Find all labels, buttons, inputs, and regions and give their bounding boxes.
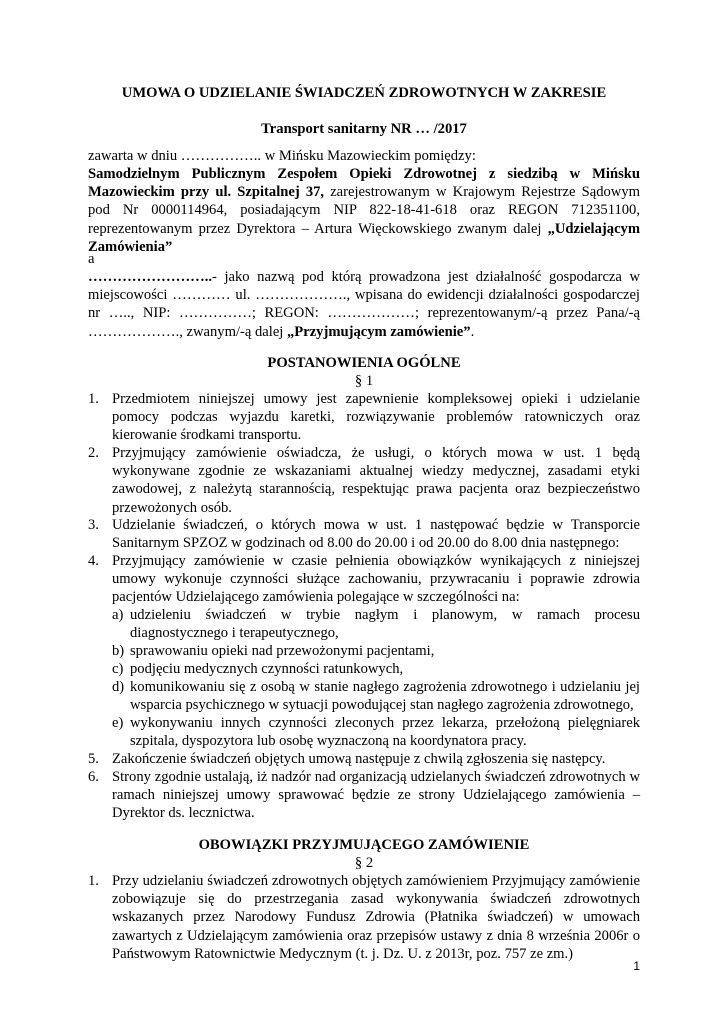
party-2-details: - jako nazwą pod którą prowadzona jest działalność gospodarcza w miejscowości ………… ul. ………………., wpisana do ewidencji działalności gospodarczej nr ….., NIP: ……………; REGON: ………………; reprezentowanym/-ą przez Pana/-ą ………………., zwanym/-ą dalej (88, 269, 640, 340)
section-1-heading: POSTANOWIENIA OGÓLNE (267, 355, 461, 371)
section-2-paragraph-sign: § 2 (354, 855, 374, 871)
sub-item-letter: e) (112, 715, 124, 731)
party-2-name: …………………….. (88, 269, 213, 285)
list-item-number: 3. (88, 517, 99, 533)
page-number: 1 (633, 959, 640, 973)
party-2-end: . (470, 323, 475, 340)
list-item-number: 6. (88, 769, 99, 785)
sub-item: komunikowaniu się z osobą w stanie nagłego zagrożenia zdrowotnego i udzielaniu jej wsparcia psychicznego w sytuacji powodującej stan nagłego zagrożenia zdrowotnego, (130, 679, 640, 714)
sub-item: udzieleniu świadczeń w trybie nagłym i planowym, w ramach procesu diagnostycznego i terapeutycznego, (130, 607, 640, 642)
list-item: Udzielanie świadczeń, o których mowa w ust. 1 następować będzie w Transporcie Sanitarnym SPZOZ w godzinach od 8.00 do 20.00 i od 20.00 do 8.00 dnia następnego: (112, 517, 640, 552)
sub-item: wykonywaniu innych czynności zleconych przez lekarza, przełożoną pielęgniarek szpitala, dyspozytora lub osobę wyznaczoną na koordynatora pracy. (130, 715, 640, 750)
list-item-number: 1. (88, 391, 99, 407)
section-2-heading: OBOWIĄZKI PRZYJMUJĄCEGO ZAMÓWIENIE (198, 837, 530, 853)
party-2-alias: „Przyjmującym zamówienie” (287, 323, 471, 340)
conjunction-a: a (88, 251, 95, 267)
party-2-paragraph (88, 268, 640, 341)
sub-item-letter: b) (112, 643, 125, 659)
sub-item: sprawowaniu opieki nad przewożonymi pacjentami, (130, 643, 435, 659)
section-1-paragraph-sign: § 1 (354, 373, 374, 389)
sub-item-letter: c) (112, 661, 124, 677)
list-item: Przyjmujący zamówienie w czasie pełnienia obowiązków wynikających z niniejszej umowy wykonuje czynności służące zachowaniu, przywracaniu i poprawie zdrowia pacjentów Udzielającego zamówienia polegające w szczególności na: (112, 553, 640, 606)
list-item-number: 1. (88, 873, 99, 889)
document-title: UMOWA O UDZIELANIE ŚWIADCZEŃ ZDROWOTNYCH W ZAKRESIE (121, 85, 607, 101)
list-item-number: 2. (88, 445, 99, 461)
list-item-number: 5. (88, 751, 99, 767)
concluded-line: zawarta w dniu …………….. w Mińsku Mazowieckim pomiędzy: (88, 148, 476, 164)
sub-item-letter: a) (112, 607, 124, 623)
sub-item-letter: d) (112, 679, 125, 695)
list-item: Strony zgodnie ustalają, iż nadzór nad organizacją udzielanych świadczeń zdrowotnych w ramach niniejszej umowy sprawować będzie ze strony Udzielającego zamówienia – Dyrektor ds. lecznictwa. (112, 769, 640, 822)
party-1-paragraph (88, 165, 640, 256)
list-item: Przyjmujący zamówienie oświadcza, że usługi, o których mowa w ust. 1 będą wykonywane zgodnie ze wskazaniami aktualnej wiedzy medycznej, zasadami etyki zawodowej, z należytą starannością, respektując prawa pacjenta oraz bezpieczeństwo przewożonych osób. (112, 445, 640, 516)
party-1-details: zarejestrowanym w Krajowym Rejestrze Sądowym pod Nr 0000114964, posiadającym NIP 822-18-41-618 oraz REGON 712351100, reprezentowanym przez Dyrektora – Artura Więckowskiego zwanym dalej (88, 184, 640, 237)
sub-item: podjęciu medycznych czynności ratunkowych, (130, 661, 404, 677)
list-item-number: 4. (88, 553, 99, 569)
list-item: Zakończenie świadczeń objętych umową następuje z chwilą zgłoszenia się następcy. (112, 751, 606, 767)
list-item: Przedmiotem niniejszej umowy jest zapewnienie kompleksowej opieki i udzielanie pomocy podczas wyjazdu karetki, rozwiązywanie problemów ratowniczych oraz kierowanie środkami transportu. (112, 391, 640, 444)
party-1-name: Samodzielnym Publicznym Zespołem Opieki Zdrowotnej z siedzibą w Mińsku Mazowieckim przy ul. Szpitalnej 37, (88, 166, 640, 201)
document-subtitle: Transport sanitarny NR … /2017 (261, 121, 467, 137)
list-item: Przy udzielaniu świadczeń zdrowotnych objętych zamówieniem Przyjmujący zamówienie zobowiązuje się do przestrzegania zasad wykonywania świadczeń zdrowotnych wskazanych przez Narodowy Fundusz Zdrowia (Płatnika świadczeń) w umowach zawartych z Udzielającym zamówienia oraz przepisów ustawy z dnia 8 września 2006r o Państwowym Ratownictwie Medycznym (t. j. Dz. U. z 2013r, poz. 757 ze zm.) (112, 873, 640, 962)
party-1-alias: „Udzielającym Zamówienia” (88, 220, 640, 255)
